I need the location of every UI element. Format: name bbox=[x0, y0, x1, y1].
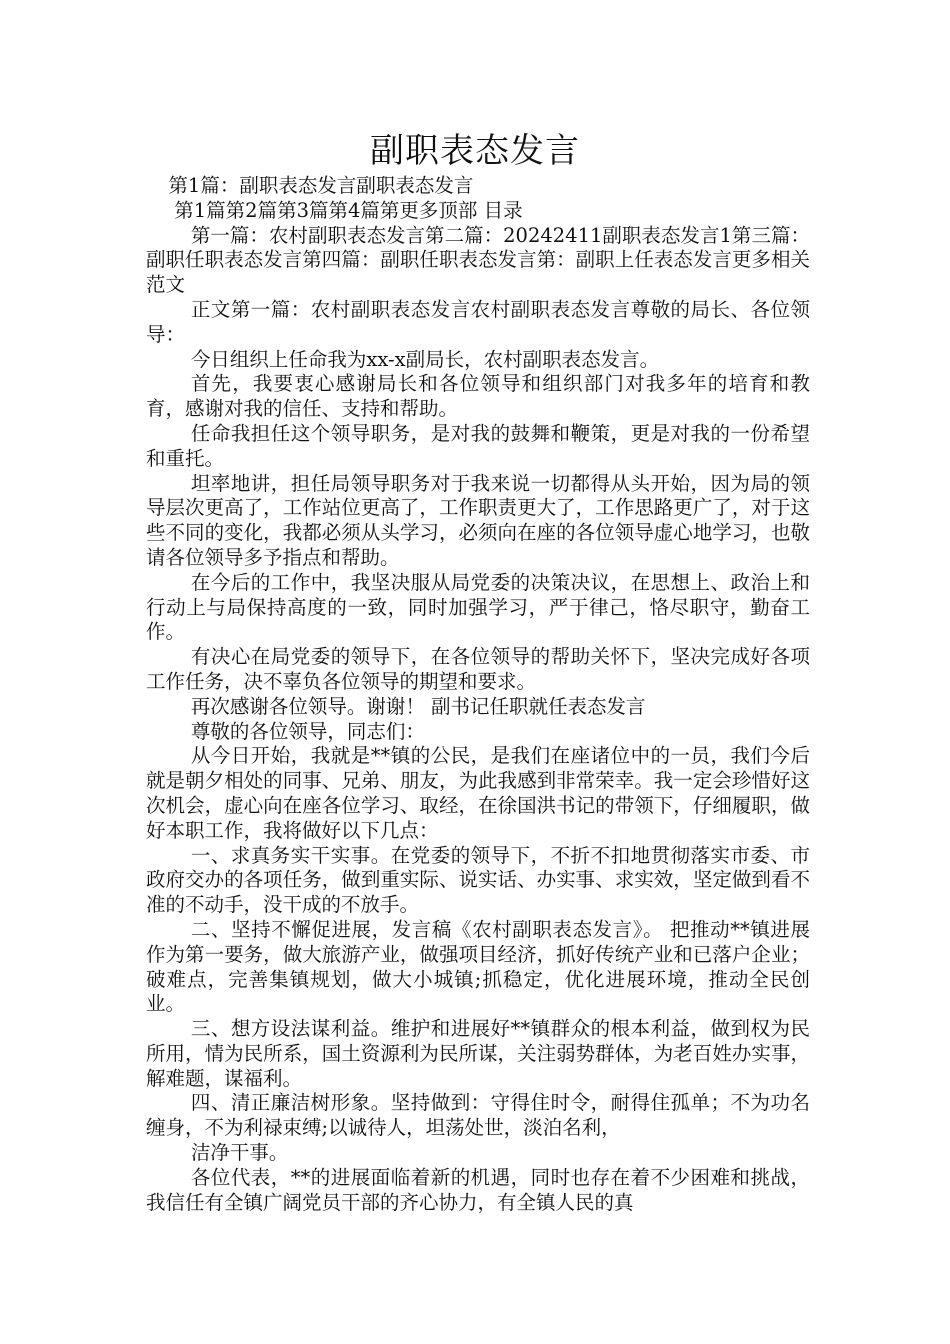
document-body bbox=[146, 174, 810, 1215]
paragraph-18: 洁净干事。 bbox=[190, 1141, 289, 1165]
paragraph-3: 第一篇：农村副职表态发言第二篇：20242411副职表态发言1第三篇：副职任职表态发言第四篇：副职任职表态发言第：副职上任表态发言更多相关范文 bbox=[146, 223, 810, 297]
paragraph-12: 尊敬的各位领导，同志们： bbox=[190, 719, 425, 743]
document-title: 副职表态发言 bbox=[370, 131, 580, 171]
paragraph-6: 首先，我要衷心感谢局长和各位领导和组织部门对我多年的培育和教育，感谢对我的信任、支持和帮助。 bbox=[146, 372, 810, 421]
paragraph-16: 三、想方设法谋利益。维护和进展好**镇群众的根本利益，做到权为民所用，情为民所系，国土资源利为民所谋，关注弱势群体，为老百姓办实事，解难题，谋福利。 bbox=[146, 1017, 810, 1090]
paragraph-17: 四、清正廉洁树形象。坚持做到：守得住时令，耐得住孤单；不为功名缠身，不为利禄束缚;以诚待人，坦荡处世，淡泊名利， bbox=[146, 1091, 810, 1140]
paragraph-2: 第1篇第2篇第3篇第4篇第更多顶部 目录 bbox=[174, 198, 523, 222]
paragraph-4: 正文第一篇：农村副职表态发言农村副职表态发言尊敬的局长、各位领导： bbox=[146, 297, 810, 346]
paragraph-5: 今日组织上任命我为xx-x副局长，农村副职表态发言。 bbox=[190, 347, 660, 371]
paragraph-7: 任命我担任这个领导职务，是对我的鼓舞和鞭策，更是对我的一份希望和重托。 bbox=[146, 421, 810, 470]
paragraph-13: 从今日开始，我就是**镇的公民，是我们在座诸位中的一员，我们今后就是朝夕相处的同事、兄弟、朋友，为此我感到非常荣幸。我一定会珍惜好这次机会，虚心向在座各位学习、取经，在徐国洪书记的带领下，仔细履职，做好本职工作，我将做好以下几点： bbox=[146, 744, 810, 842]
paragraph-11: 再次感谢各位领导。谢谢！ 副书记任职就任表态发言 bbox=[190, 694, 646, 718]
paragraph-10: 有决心在局党委的领导下，在各位领导的帮助关怀下，坚决完成好各项工作任务，决不辜负各位领导的期望和要求。 bbox=[146, 645, 810, 693]
paragraph-14: 一、求真务实干实事。在党委的领导下，不折不扣地贯彻落实市委、市政府交办的各项任务，做到重实际、说实话、办实事、求实效，坚定做到看不准的不动手，没干成的不放手。 bbox=[146, 843, 810, 917]
paragraph-15: 二、坚持不懈促进展，发言稿《农村副职表态发言》。 把推动**镇进展作为第一要务，做大旅游产业，做强项目经济，抓好传统产业和已落户企业；破难点，完善集镇规划，做大小城镇;抓稳定，优化进展环境，推动全民创业。 bbox=[146, 917, 810, 1016]
paragraph-8: 坦率地讲，担任局领导职务对于我来说一切都得从头开始，因为局的领导层次更高了，工作站位更高了，工作职责更大了，工作思路更广了，对于这些不同的变化，我都必须从头学习，必须向在座的各位领导虚心地学习，也敬请各位领导多予指点和帮助。 bbox=[146, 471, 810, 569]
paragraph-9: 在今后的工作中，我坚决服从局党委的决策决议，在思想上、政治上和行动上与局保持高度的一致，同时加强学习，严于律己，恪尽职守，勤奋工作。 bbox=[146, 570, 810, 644]
paragraph-1: 第1篇：副职表态发言副职表态发言 bbox=[168, 174, 474, 197]
paragraph-19: 各位代表，**的进展面临着新的机遇，同时也存在着不少困难和挑战，我信任有全镇广阔党员干部的齐心协力，有全镇人民的真 bbox=[146, 1165, 810, 1214]
